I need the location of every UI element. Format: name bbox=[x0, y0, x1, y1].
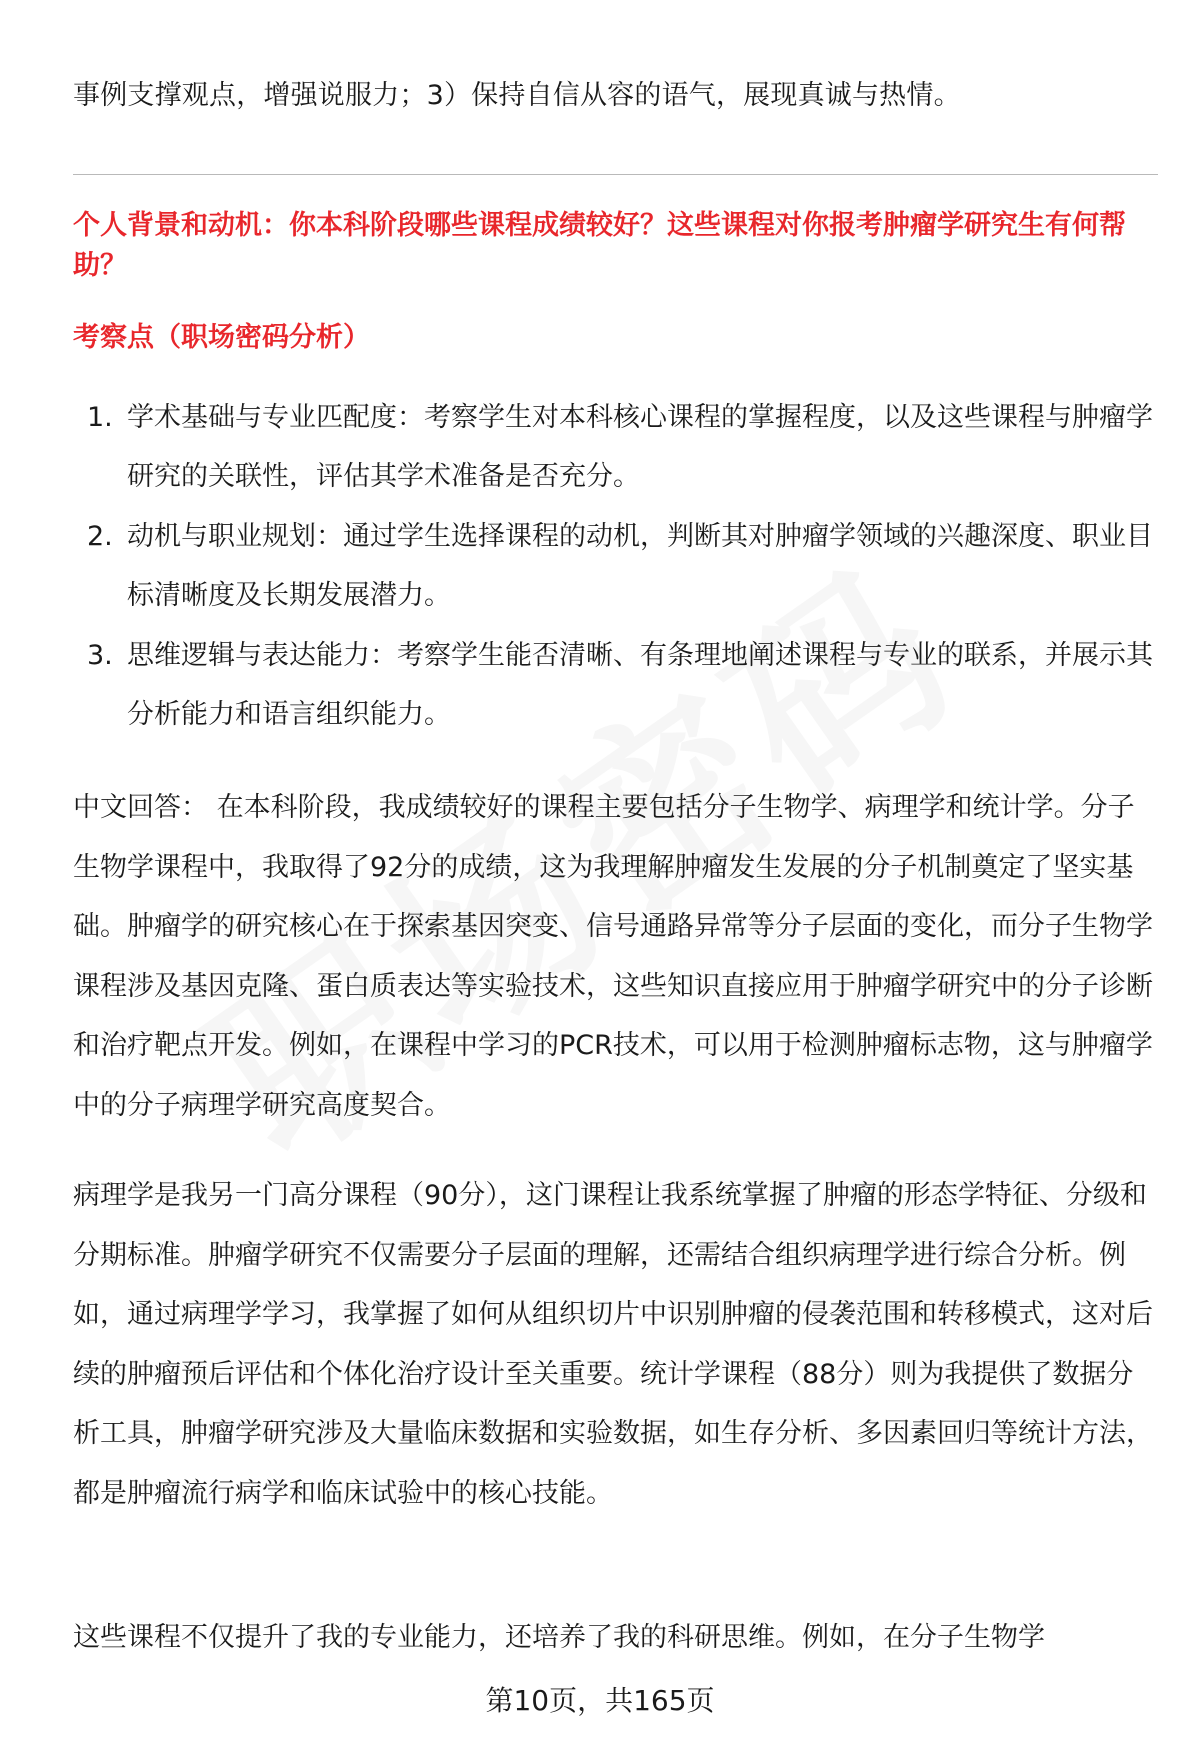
answer-paragraph-3: 这些课程不仅提升了我的专业能力，还培养了我的科研思维。例如，在分子生物学 bbox=[73, 1622, 1045, 1653]
list-item-text: 动机与职业规划：通过学生选择课程的动机，判断其对肿瘤学领域的兴趣深度、职业目标清晰度及长期发展潜力。 bbox=[127, 521, 1153, 611]
question-heading: 个人背景和动机：你本科阶段哪些课程成绩较好？这些课程对你报考肿瘤学研究生有何帮助？ bbox=[73, 210, 1126, 281]
list-item bbox=[73, 388, 1158, 506]
list-item bbox=[73, 507, 1158, 625]
assessment-points-list bbox=[73, 388, 1158, 745]
continued-paragraph: 事例支撑观点，增强说服力；3）保持自信从容的语气，展现真诚与热情。 bbox=[73, 80, 961, 111]
list-item-text: 学术基础与专业匹配度：考察学生对本科核心课程的掌握程度，以及这些课程与肿瘤学研究的关联性，评估其学术准备是否充分。 bbox=[127, 402, 1153, 492]
list-item-number: 3. bbox=[87, 640, 113, 671]
page-number-footer: 第10页，共165页 bbox=[485, 1684, 715, 1717]
answer-paragraph-1: 中文回答： 在本科阶段，我成绩较好的课程主要包括分子生物学、病理学和统计学。分子生物学课程中，我取得了92分的成绩，这为我理解肿瘤发生发展的分子机制奠定了坚实基础。肿瘤学的研究核心在于探索基因突变、信号通路异常等分子层面的变化，而分子生物学课程涉及基因克隆、蛋白质表达等实验技术，这些知识直接应用于肿瘤学研究中的分子诊断和治疗靶点开发。例如，在课程中学习的PCR技术，可以用于检测肿瘤标志物，这与肿瘤学中的分子病理学研究高度契合。 bbox=[73, 792, 1153, 1121]
section-divider bbox=[73, 174, 1158, 175]
list-item bbox=[73, 626, 1158, 744]
list-item-number: 1. bbox=[87, 402, 113, 433]
list-item-number: 2. bbox=[87, 521, 113, 552]
assessment-points-heading: 考察点（职场密码分析） bbox=[73, 322, 370, 353]
list-item-text: 思维逻辑与表达能力：考察学生能否清晰、有条理地阐述课程与专业的联系，并展示其分析能力和语言组织能力。 bbox=[127, 640, 1153, 730]
answer-paragraph-2: 病理学是我另一门高分课程（90分），这门课程让我系统掌握了肿瘤的形态学特征、分级和分期标准。肿瘤学研究不仅需要分子层面的理解，还需结合组织病理学进行综合分析。例如，通过病理学学习，我掌握了如何从组织切片中识别肿瘤的侵袭范围和转移模式，这对后续的肿瘤预后评估和个体化治疗设计至关重要。统计学课程（88分）则为我提供了数据分析工具，肿瘤学研究涉及大量临床数据和实验数据，如生存分析、多因素回归等统计方法，都是肿瘤流行病学和临床试验中的核心技能。 bbox=[73, 1180, 1153, 1509]
